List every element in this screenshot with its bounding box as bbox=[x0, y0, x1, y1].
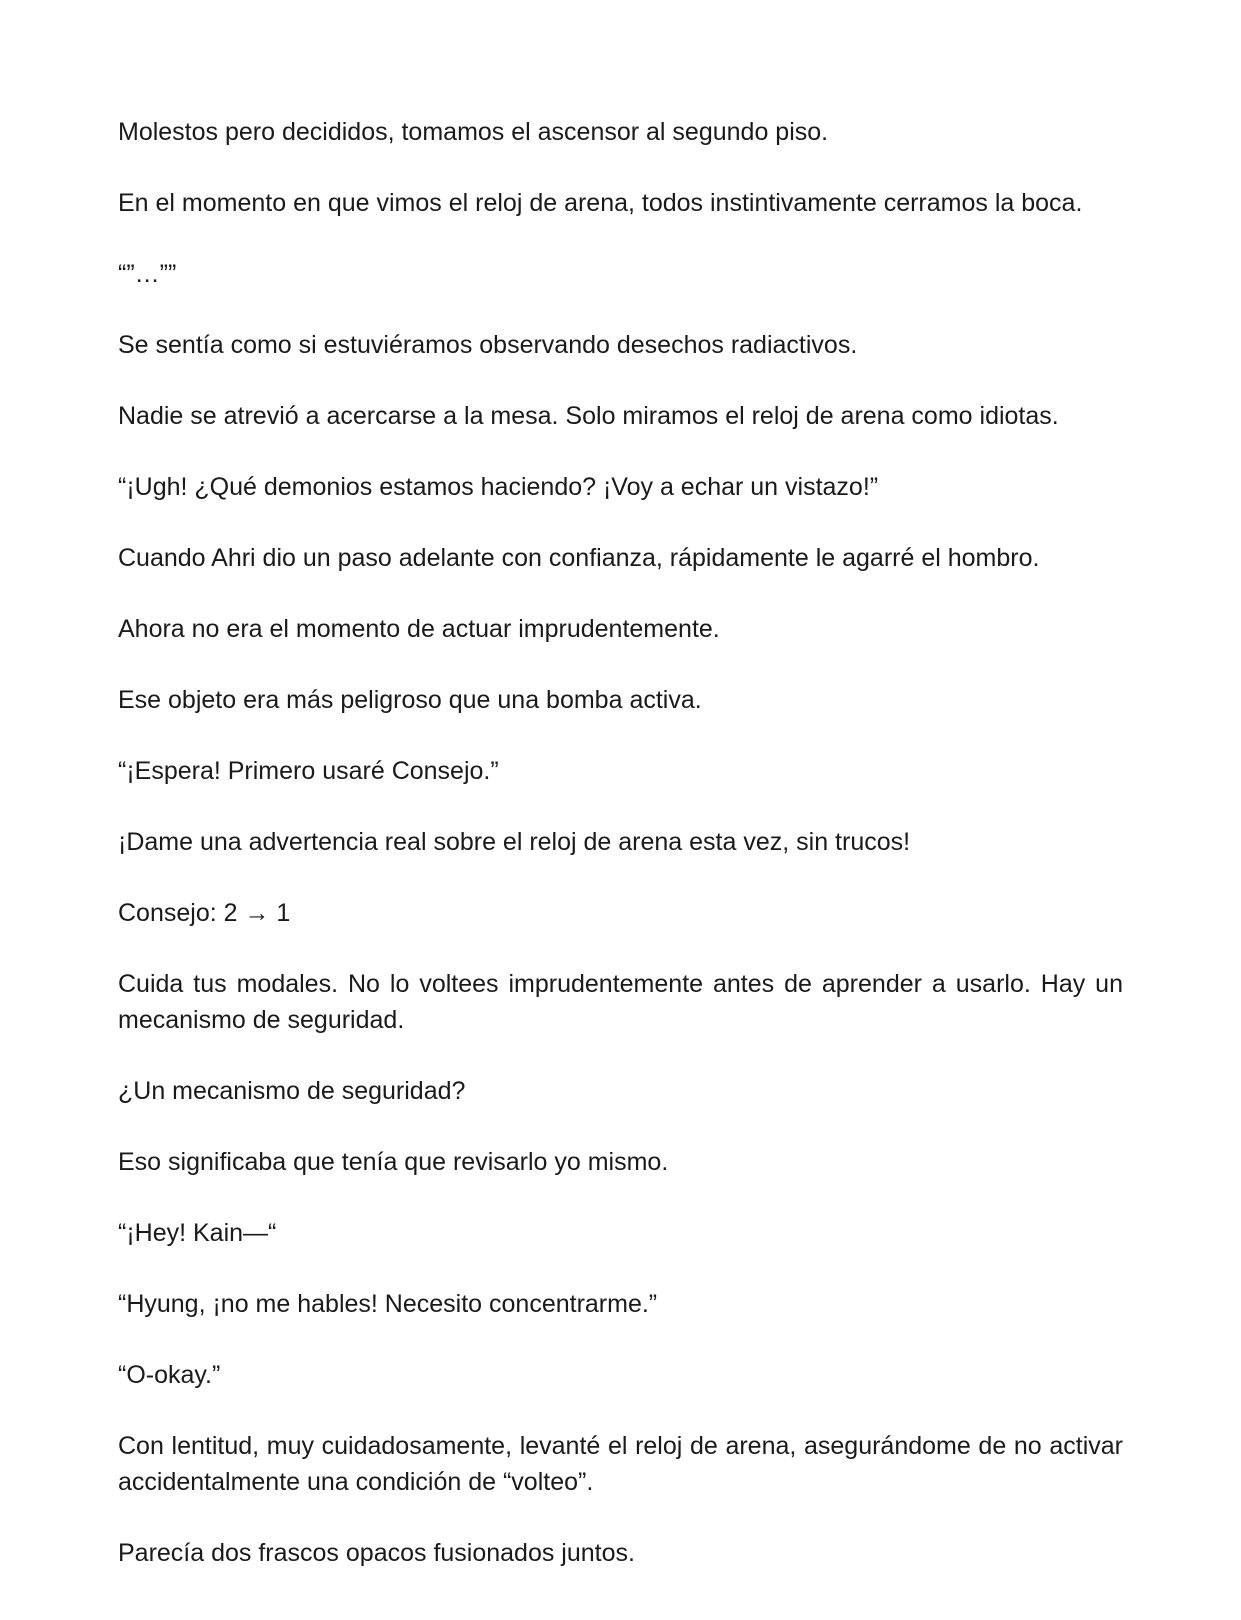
paragraph-15: Eso significaba que tenía que revisarlo yo mismo. bbox=[118, 1148, 669, 1176]
paragraph-8: Ahora no era el momento de actuar imprudentemente. bbox=[118, 615, 720, 643]
document-page bbox=[118, 114, 1123, 1571]
paragraph-12: Consejo: 2 → 1 bbox=[118, 899, 291, 927]
paragraph-9: Ese objeto era más peligroso que una bomba activa. bbox=[118, 686, 702, 714]
paragraph-11: ¡Dame una advertencia real sobre el reloj de arena esta vez, sin trucos! bbox=[118, 828, 911, 856]
paragraph-1: Molestos pero decididos, tomamos el ascensor al segundo piso. bbox=[118, 118, 829, 146]
paragraph-19: Con lentitud, muy cuidadosamente, levanté el reloj de arena, asegurándome de no activar accidentalmente una condición de “volteo”. bbox=[118, 1432, 1123, 1496]
paragraph-4: Se sentía como si estuviéramos observando desechos radiactivos. bbox=[118, 331, 858, 359]
paragraph-6: “¡Ugh! ¿Qué demonios estamos haciendo? ¡Voy a echar un vistazo!” bbox=[118, 473, 879, 501]
paragraph-5: Nadie se atrevió a acercarse a la mesa. Solo miramos el reloj de arena como idiotas. bbox=[118, 402, 1059, 430]
paragraph-13: Cuida tus modales. No lo voltees imprudentemente antes de aprender a usarlo. Hay un mecanismo de seguridad. bbox=[118, 970, 1123, 1034]
paragraph-18: “O-okay.” bbox=[118, 1361, 221, 1389]
paragraph-17: “Hyung, ¡no me hables! Necesito concentrarme.” bbox=[118, 1290, 658, 1318]
paragraph-3: “”…”” bbox=[118, 260, 177, 288]
paragraph-7: Cuando Ahri dio un paso adelante con confianza, rápidamente le agarré el hombro. bbox=[118, 544, 1040, 572]
paragraph-2: En el momento en que vimos el reloj de arena, todos instintivamente cerramos la boca. bbox=[118, 189, 1083, 217]
paragraph-10: “¡Espera! Primero usaré Consejo.” bbox=[118, 757, 499, 785]
paragraph-16: “¡Hey! Kain—“ bbox=[118, 1219, 277, 1247]
paragraph-14: ¿Un mecanismo de seguridad? bbox=[118, 1077, 466, 1105]
paragraph-20: Parecía dos frascos opacos fusionados juntos. bbox=[118, 1539, 635, 1567]
